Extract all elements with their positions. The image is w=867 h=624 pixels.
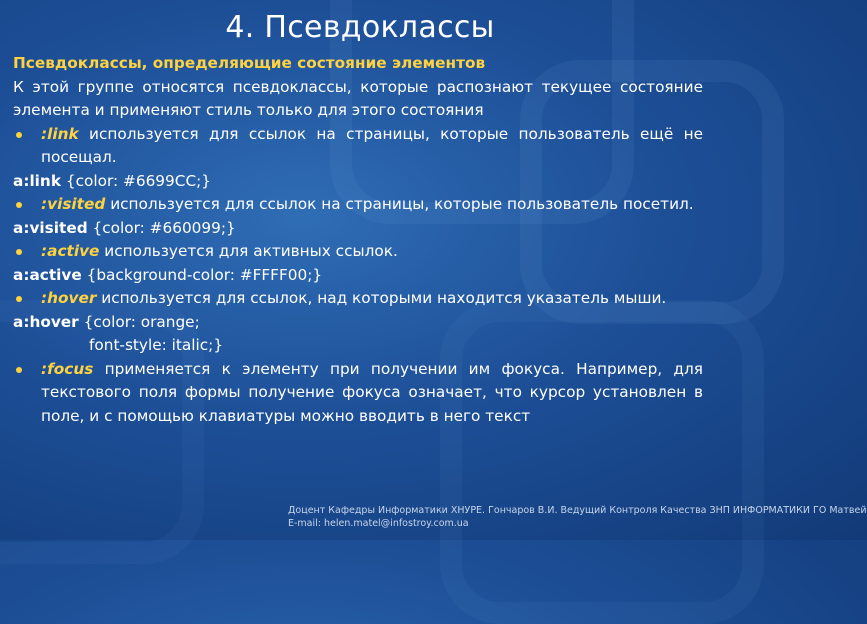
bullet-item-focus	[13, 358, 703, 429]
pseudo-class-description: применяется к элементу при получении им фокуса. Например, для текстового поля формы получение фокуса означает, что курсор установлен в поле, и с помощью клавиатуры можно вводить в него текст	[41, 359, 703, 425]
pseudo-class-description: используется для ссылок на страницы, которые пользователь ещё не посещал.	[41, 124, 703, 166]
code-example-hover-line2: font-style: italic;}	[89, 336, 224, 354]
code-example-visited	[13, 217, 703, 241]
bullet-item-link	[13, 123, 703, 170]
code-selector: a:active	[13, 265, 82, 284]
pseudo-class-keyword: :active	[41, 242, 100, 260]
bullet-item-active	[13, 240, 703, 264]
code-selector: a:hover	[13, 312, 79, 331]
bullet-icon	[16, 249, 22, 255]
slide-subtitle: Псевдоклассы, определяющие состояние элементов	[13, 54, 486, 72]
pseudo-class-description: используется для ссылок на страницы, которые пользователь посетил.	[110, 195, 694, 213]
code-selector: a:visited	[13, 218, 88, 237]
bullet-item-visited	[13, 193, 703, 217]
bullet-icon	[16, 296, 22, 302]
bullet-icon	[16, 132, 22, 138]
intro-paragraph: К этой группе относятся псевдоклассы, которые распознают текущее состояние элемента и применяют стиль только для этого состояния	[13, 77, 703, 119]
pseudo-class-keyword: :focus	[41, 359, 94, 378]
pseudo-class-keyword: :hover	[41, 289, 97, 307]
pseudo-class-keyword: :link	[41, 124, 79, 143]
footer-credits	[288, 505, 867, 530]
bullet-item-hover	[13, 287, 703, 311]
bullet-icon	[16, 367, 22, 373]
footer-line: Доцент Кафедры Информатики ХНУРЕ. Гончаров В.И. Ведущий Контроля Качества ЗНП ИНФОРМАТИКИ ГО Матвей	[288, 505, 867, 516]
slide-title: 4. Псевдоклассы	[225, 10, 495, 45]
code-rule: {color: #660099;}	[92, 218, 236, 237]
footer-email: E-mail: helen.matel@infostroy.com.ua	[288, 517, 469, 529]
pseudo-class-description: используется для активных ссылок.	[104, 242, 398, 260]
code-example-link	[13, 170, 703, 194]
code-selector: a:link	[13, 171, 61, 190]
code-rule: {color: #6699CC;}	[65, 171, 212, 190]
code-rule: {color: orange;	[83, 312, 200, 331]
code-rule: {background-color: #FFFF00;}	[86, 265, 323, 284]
pseudo-class-keyword: :visited	[41, 195, 106, 213]
code-example-active	[13, 264, 703, 288]
pseudo-class-description: используется для ссылок, над которыми находится указатель мыши.	[101, 289, 667, 307]
slide-content	[13, 52, 703, 428]
bullet-icon	[16, 202, 22, 208]
code-example-hover	[13, 311, 703, 335]
